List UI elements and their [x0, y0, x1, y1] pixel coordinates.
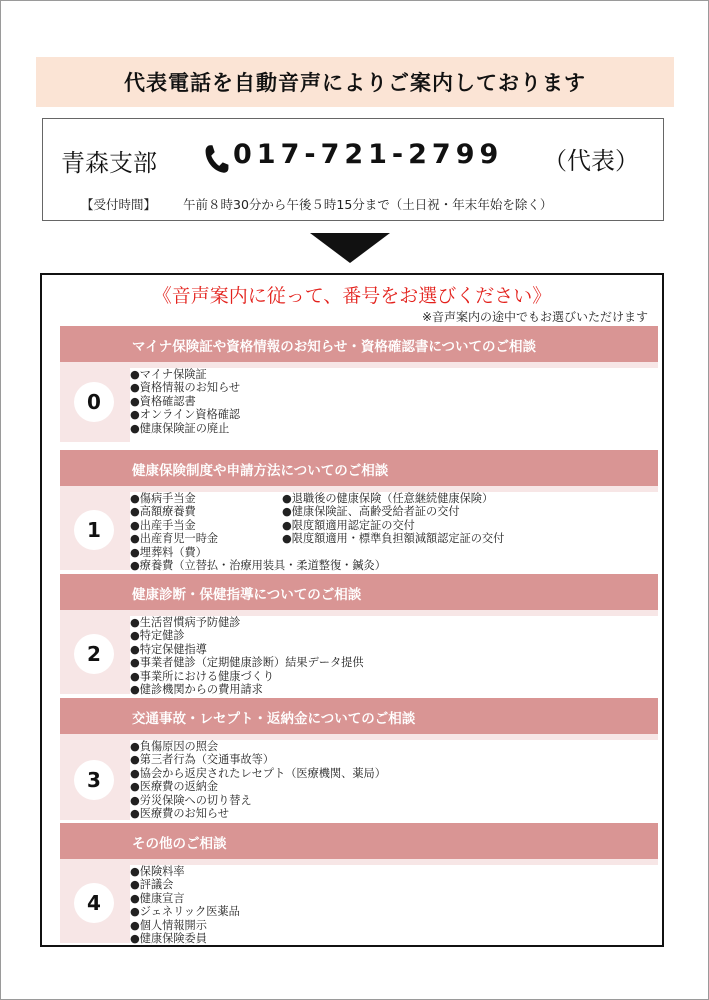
section-header [60, 326, 658, 362]
voice-menu [40, 273, 664, 947]
list-item: ●出産育児一時金 [130, 532, 219, 546]
list-item: ●健康保険証の廃止 [130, 421, 230, 435]
list-item: ●医療費の返納金 [130, 780, 219, 794]
section-title: 健康保険制度や申請方法についてのご相談 [132, 463, 389, 479]
down-arrow-icon [310, 233, 390, 263]
list-item: ●保険料率 [130, 865, 185, 878]
list-item: ●資格情報のお知らせ [130, 381, 241, 395]
list-item: ●個人情報開示 [130, 918, 207, 932]
list-item: ●限度額適用認定証の交付 [282, 518, 415, 532]
items-right-column [282, 492, 504, 546]
section-title: その他のご相談 [132, 836, 227, 852]
menu-section-2 [60, 574, 658, 697]
hours-text: 午前８時30分から午後５時15分まで（土日祝・年末年始を除く） [183, 197, 553, 212]
list-item: ●退職後の健康保険（任意継続健康保険） [282, 492, 494, 505]
contact-box [42, 118, 664, 221]
phone-icon [203, 143, 231, 175]
menu-section-4 [60, 823, 658, 946]
menu-heading: 《音声案内に従って、番号をお選びください》 [152, 285, 552, 307]
list-item: ●健康保険証、高齢受給者証の交付 [282, 505, 460, 519]
list-item: ●健康保険委員 [130, 932, 207, 946]
section-header [60, 574, 658, 610]
section-title: マイナ保険証や資格情報のお知らせ・資格確認書についてのご相談 [132, 339, 537, 355]
list-item: ●労災保険への切り替え [130, 793, 252, 807]
option-number-badge: 2 [74, 634, 114, 674]
list-item: ●高額療養費 [130, 505, 196, 519]
section-items [130, 865, 658, 946]
option-number-badge: 0 [74, 382, 114, 422]
menu-section-1 [60, 450, 658, 573]
list-item: ●傷病手当金 [130, 492, 196, 505]
branch-name: 青森支部 [61, 149, 157, 177]
list-item: ●評議会 [130, 878, 174, 892]
section-header [60, 823, 658, 859]
items-left-column [130, 368, 240, 435]
list-item: ●出産手当金 [130, 518, 196, 532]
option-number-badge: 4 [74, 883, 114, 923]
phone-suffix: （代表） [543, 147, 639, 175]
list-item: ●資格確認書 [130, 394, 196, 408]
list-item: ●オンライン資格確認 [130, 408, 241, 422]
list-item: ●事業所における健康づくり [130, 669, 275, 683]
menu-section-0 [60, 326, 658, 442]
section-items [130, 368, 658, 442]
list-item: ●協会から返戻されたレセプト（医療機関、薬局） [130, 766, 386, 780]
list-item: ●特定健診 [130, 629, 185, 643]
list-item: ●生活習慣病予防健診 [130, 616, 241, 629]
list-item: ●特定保健指導 [130, 642, 207, 656]
items-left-column [130, 865, 240, 945]
option-number-badge: 1 [74, 510, 114, 550]
section-title: 健康診断・保健指導についてのご相談 [132, 587, 362, 603]
list-item: ●負傷原因の照会 [130, 740, 219, 753]
list-item: ●医療費のお知らせ [130, 807, 229, 821]
banner-title: 代表電話を自動音声によりご案内しております [36, 57, 674, 107]
section-items [130, 492, 658, 573]
section-header [60, 698, 658, 734]
list-item: ●事業者健診（定期健康診断）結果データ提供 [130, 656, 364, 670]
menu-section-3 [60, 698, 658, 820]
section-items [130, 740, 658, 820]
menu-note: ※音声案内の途中でもお選びいただけます [421, 310, 648, 324]
list-item: ●埋葬料（費） [130, 545, 207, 559]
items-left-column [130, 740, 386, 820]
hours-label: 【受付時間】 [81, 197, 157, 212]
phone-number[interactable]: 017-721-2799 [233, 139, 504, 170]
section-items [130, 616, 658, 697]
section-title: 交通事故・レセプト・返納金についてのご相談 [132, 711, 416, 727]
list-item: ●マイナ保険証 [130, 368, 207, 381]
list-item: ●療養費（立替払・治療用装具・柔道整復・鍼灸） [130, 559, 386, 573]
option-number-badge: 3 [74, 760, 114, 800]
list-item: ●ジェネリック医薬品 [130, 905, 240, 919]
items-left-column [130, 616, 364, 696]
list-item: ●健康宣言 [130, 891, 185, 905]
list-item: ●第三者行為（交通事故等） [130, 753, 275, 767]
list-item: ●限度額適用・標準負担額減額認定証の交付 [282, 532, 505, 546]
section-header [60, 450, 658, 486]
list-item: ●健診機関からの費用請求 [130, 683, 263, 697]
